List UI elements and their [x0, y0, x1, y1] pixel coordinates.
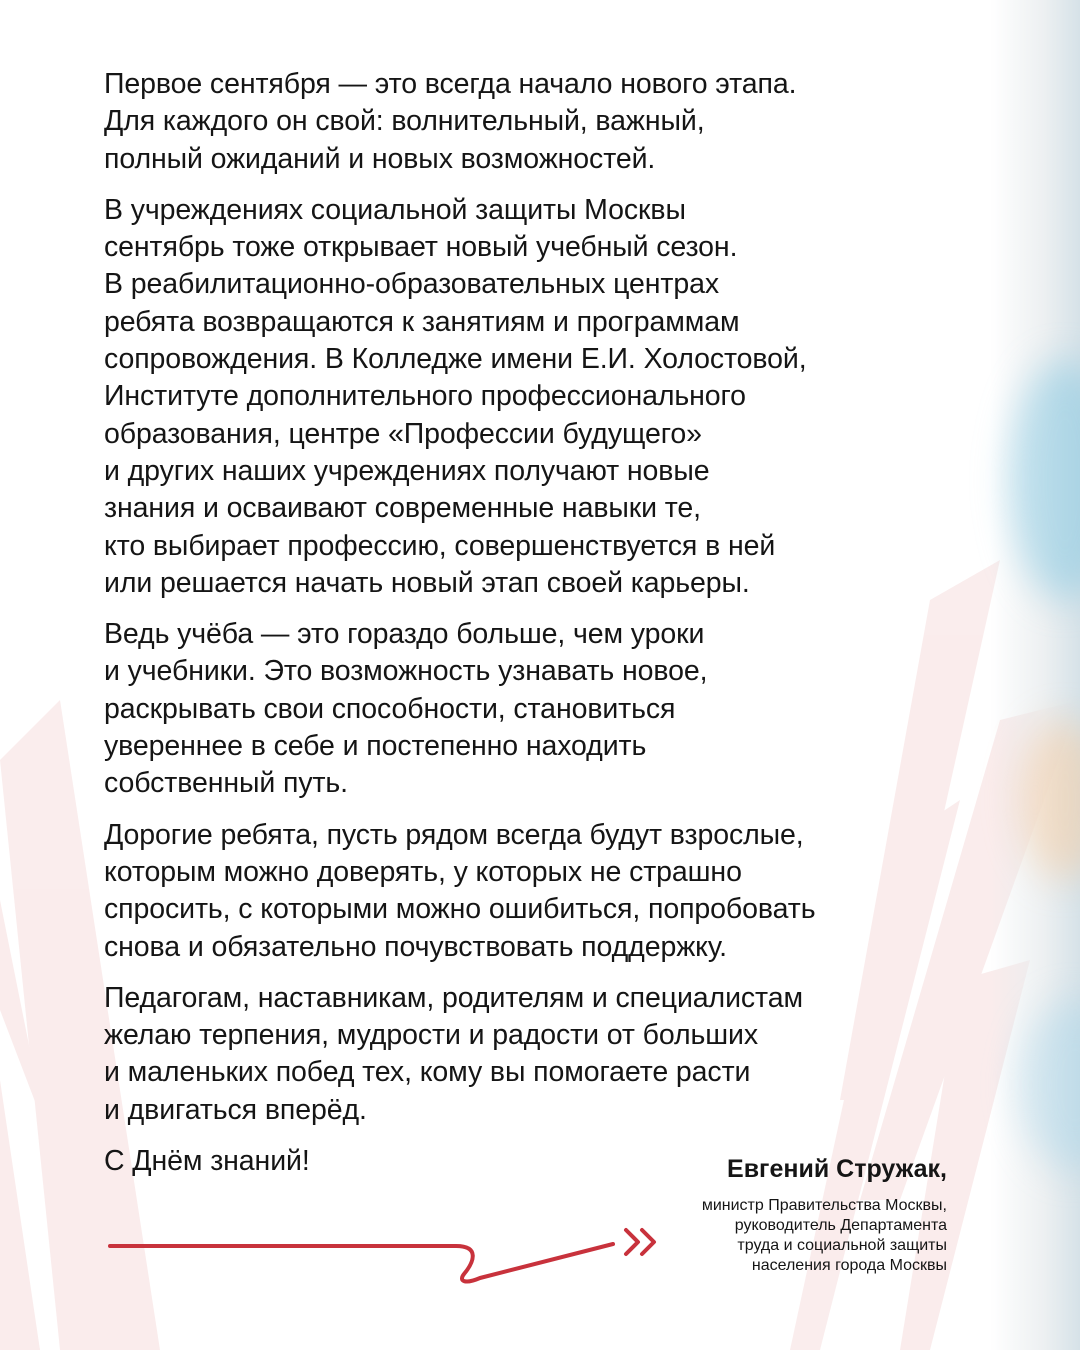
paragraph-learning: Ведь учёба — это гораздо больше, чем уроки и учебники. Это возможность узнавать новое, раскрывать свои способности, становиться увереннее в себе и постепенно находить собственный путь.: [104, 618, 708, 800]
signature-role: министр Правительства Москвы, руководитель Департамента труда и социальной защиты населения города Москвы: [701, 1197, 947, 1274]
paragraph-dear-kids: Дорогие ребята, пусть рядом всегда будут взрослые, которым можно доверять, у которых не страшно спросить, с которыми можно ошибиться, попробовать снова и обязательно почувствовать поддержку.: [104, 818, 816, 963]
greeting: С Днём знаний!: [104, 1145, 310, 1178]
signature-block: [587, 1152, 947, 1276]
signature-name: Евгений Стружак,: [727, 1155, 947, 1183]
paragraph-teachers: Педагогам, наставникам, родителям и специалистам желаю терпения, мудрости и радости от больших и маленьких побед тех, кому вы помогаете расти и двигаться вперёд.: [104, 981, 803, 1126]
paragraph-first-september: Первое сентября — это всегда начало нового этапа. Для каждого он свой: волнительный, важный, полный ожиданий и новых возможностей.: [104, 68, 797, 175]
letter-body: [104, 66, 964, 1194]
decorative-arrow-line: [108, 1222, 668, 1292]
paragraph-social-institutions: В учреждениях социальной защиты Москвы сентябрь тоже открывает новый учебный сезон. В реабилитационно-образовательных центрах ребята возвращаются к занятиям и программам сопровождения. В Колледже имени Е.И. Холостовой, Институте дополнительного профессионального образования, центре «Профессии будущего» и других наших учреждениях получают новые знания и осваивают современные навыки те, кто выбирает профессию, совершенствуется в ней или решается начать новый этап своей карьеры.: [104, 193, 807, 599]
